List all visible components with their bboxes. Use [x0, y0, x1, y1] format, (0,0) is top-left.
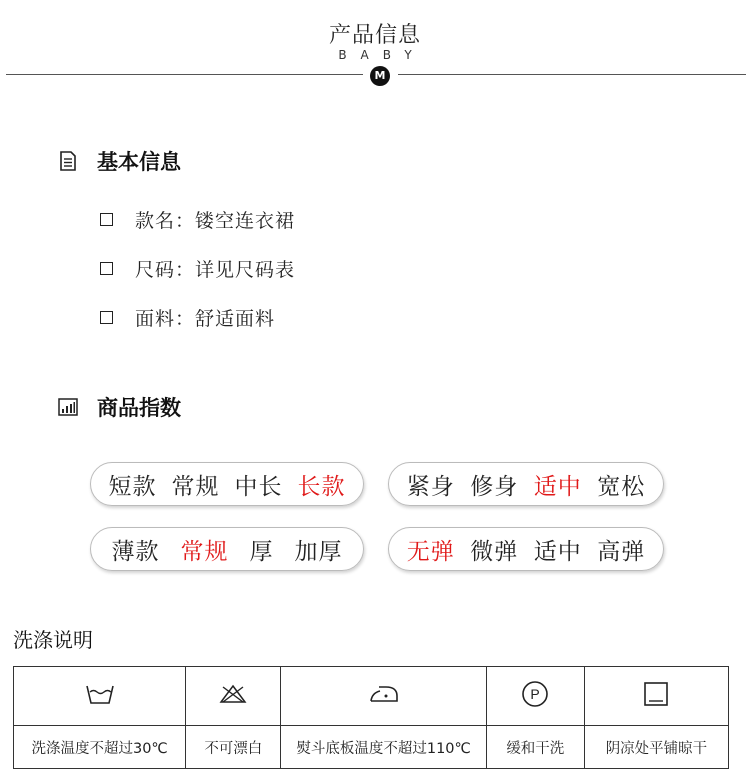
option-short: 短款 — [108, 473, 157, 500]
iron-icon-cell — [281, 667, 486, 726]
dry-icon-cell — [584, 667, 728, 726]
page-title: 产品信息 — [328, 23, 421, 48]
size-badge: M — [370, 66, 390, 86]
option-no-stretch-selected: 无弹 — [406, 538, 455, 565]
washing-table — [13, 666, 729, 769]
wash-tub-icon — [85, 690, 115, 709]
dry-label: 阴凉处平铺晾干 — [584, 726, 728, 769]
dry-clean-icon-cell — [486, 667, 584, 726]
washing-title: 洗涤说明 — [13, 628, 93, 652]
info-item-size — [100, 244, 295, 293]
checkbox-icon — [100, 213, 113, 226]
wash-label: 洗涤温度不超过30℃ — [14, 726, 186, 769]
bleach-label: 不可漂白 — [186, 726, 281, 769]
info-text: 款名：镂空连衣裙 — [135, 210, 296, 232]
basic-info-list — [100, 195, 295, 342]
option-thick: 厚 — [249, 538, 274, 565]
basic-info-heading — [57, 146, 181, 176]
basic-info-title: 基本信息 — [97, 150, 181, 174]
option-slim: 修身 — [470, 473, 519, 500]
iron-icon — [368, 690, 400, 709]
option-loose: 宽松 — [597, 473, 646, 500]
page-header — [0, 0, 750, 95]
bar-chart-icon — [57, 396, 79, 418]
option-slight-stretch: 微弹 — [470, 538, 519, 565]
option-regular: 常规 — [171, 473, 220, 500]
bleach-icon-cell — [186, 667, 281, 726]
length-index — [90, 462, 364, 506]
product-index-title: 商品指数 — [97, 396, 181, 420]
document-icon — [57, 150, 79, 172]
divider-right — [398, 74, 746, 75]
option-long-selected: 长款 — [297, 473, 346, 500]
option-regular-selected: 常规 — [180, 538, 229, 565]
option-thin: 薄款 — [111, 538, 160, 565]
option-high-stretch: 高弹 — [597, 538, 646, 565]
option-midi: 中长 — [234, 473, 283, 500]
option-tight: 紧身 — [406, 473, 455, 500]
info-text: 尺码：详见尺码表 — [135, 259, 296, 281]
checkbox-icon — [100, 262, 113, 275]
dry-clean-label: 缓和干洗 — [486, 726, 584, 769]
dry-clean-symbol: P — [530, 686, 540, 702]
wash-icon-cell — [14, 667, 186, 726]
option-moderate-selected: 适中 — [533, 473, 582, 500]
dry-clean-p-icon — [521, 686, 549, 712]
no-bleach-icon — [218, 690, 248, 709]
info-item-fabric — [100, 293, 295, 342]
iron-label: 熨斗底板温度不超过110℃ — [281, 726, 486, 769]
thickness-index — [90, 527, 364, 571]
elasticity-index — [388, 527, 664, 571]
info-item-style — [100, 195, 295, 244]
product-index-heading — [57, 392, 181, 422]
checkbox-icon — [100, 311, 113, 324]
page-subtitle: BABY — [338, 48, 426, 62]
divider-left — [6, 74, 363, 75]
line-dry-shade-icon — [643, 692, 669, 711]
option-moderate-stretch: 适中 — [533, 538, 582, 565]
option-extra-thick: 加厚 — [294, 538, 343, 565]
info-text: 面料：舒适面料 — [135, 308, 276, 330]
fit-index — [388, 462, 664, 506]
